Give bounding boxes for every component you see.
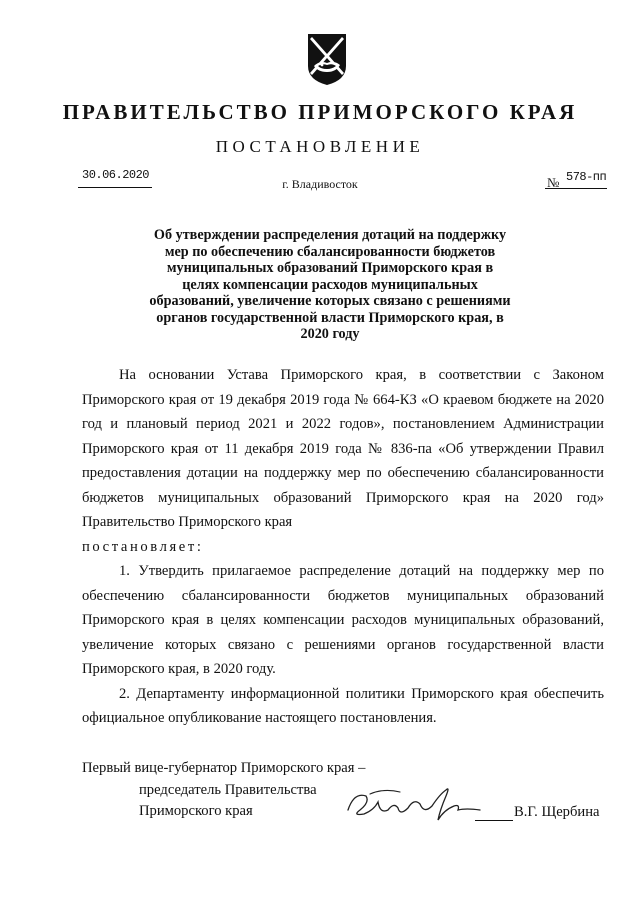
signatory-position-line-3: Приморского края (139, 803, 253, 819)
number-underline (545, 188, 607, 189)
coat-of-arms-icon (306, 32, 348, 86)
document-date: 30.06.2020 (82, 168, 150, 182)
decree-word: постановляет: (82, 538, 204, 555)
signatory-position-line-1: Первый вице-губернатор Приморского края – (82, 760, 366, 776)
subject-line: мер по обеспечению сбалансированности бюджетов (164, 243, 496, 260)
subject-line: органов государственной власти Приморского края, в (156, 309, 504, 326)
document-kind: ПОСТАНОВЛЕНИЕ (215, 137, 425, 156)
document-city: г. Владивосток (282, 177, 358, 191)
item-1-paragraph: 1. Утвердить прилагаемое распределение дотаций на поддержку мер по обеспечению сбалансированности бюджетов муниципальных образований Приморского края в целях компенсации расходов муниципальных образований, увеличение которых связано с решениями органов государственной власти Приморского края, в 2020 году. (82, 563, 604, 677)
number-sign: № (547, 175, 560, 190)
subject-line: целях компенсации расходов муниципальных (182, 276, 478, 293)
signature-line (475, 820, 513, 821)
subject-line: муниципальных образований Приморского края в (166, 260, 494, 276)
preamble-paragraph: На основании Устава Приморского края, в соответствии с Законом Приморского края от 19 декабря 2019 года № 664-КЗ «О краевом бюджете на 2020 год и плановый период 2021 и 2022 годов», постановлением Администрации Приморского края от 11 декабря 2019 года № 836-па «Об утверждении Правил предоставления дотации на поддержку мер по обеспечению сбалансированности бюджетов муниципальных образований Приморского края на 2020 год» Правительство Приморского края (82, 367, 604, 530)
document-body (82, 363, 604, 731)
handwritten-signature-icon (340, 780, 490, 832)
signatory-position-line-2: председатель Правительства (139, 782, 317, 798)
subject-line: Об утверждении распределения дотаций на поддержку (153, 227, 507, 243)
document-number: 578-пп (566, 170, 607, 184)
signatory-name: В.Г. Щербина (514, 804, 600, 820)
government-title: ПРАВИТЕЛЬСТВО ПРИМОРСКОГО КРАЯ (62, 100, 578, 124)
subject-line: 2020 году (300, 326, 360, 342)
subject-line: образований, увеличение которых связано с решениями (149, 293, 511, 309)
document-subject (120, 227, 540, 343)
item-2-paragraph: 2. Департаменту информационной политики Приморского края обеспечить официальное опубликование настоящего постановления. (82, 685, 604, 726)
